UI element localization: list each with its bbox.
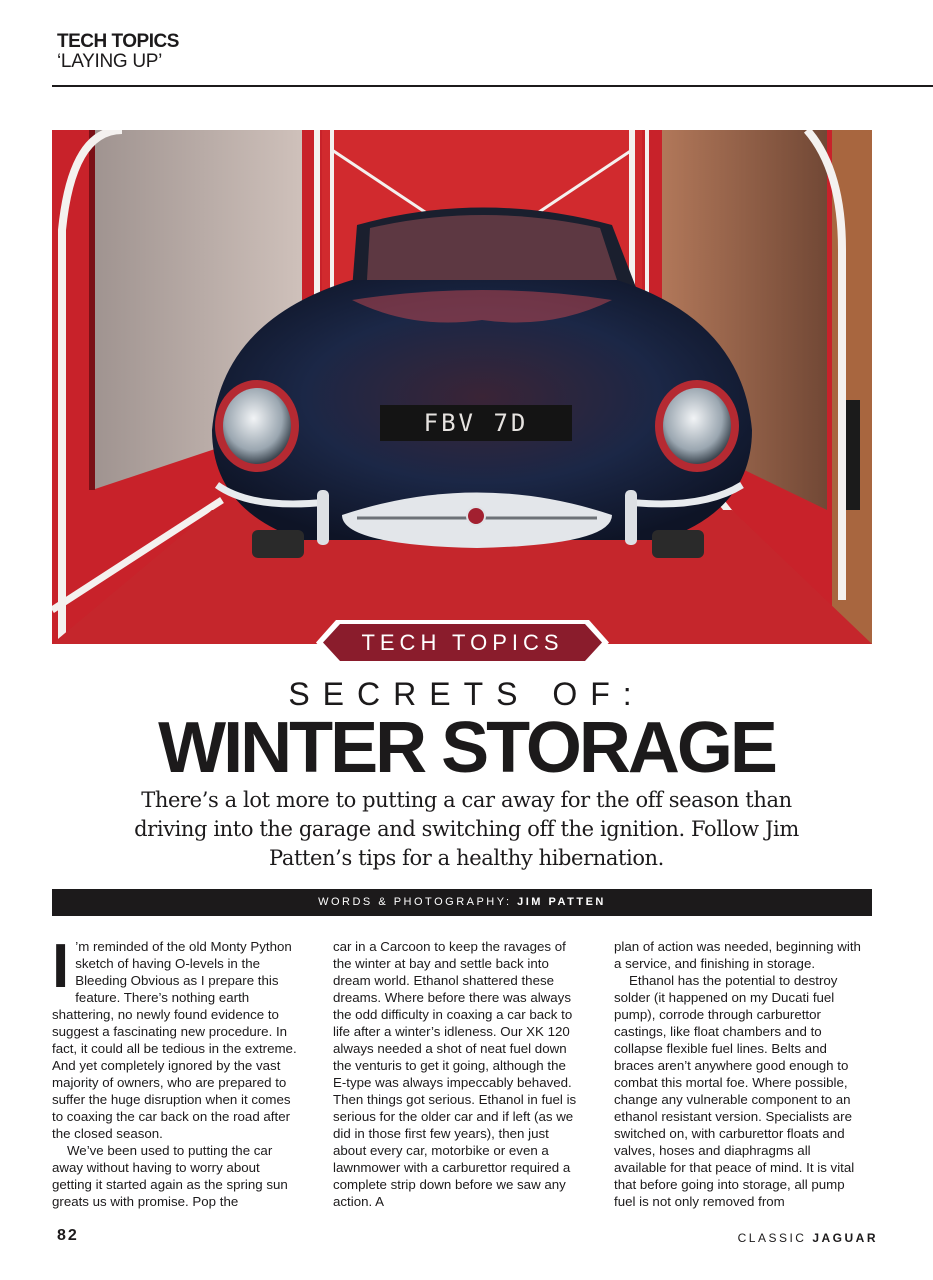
body-column-1 [52, 932, 300, 1210]
paragraph: car in a Carcoon to keep the ravages of the winter at bay and settle back into dream world. Ethanol shattered these dreams. Where before there was always the odd difficulty in coaxing a car back to life after a winter’s idleness. Our XK 120 always needed a shot of neat fuel down the venturis to get it going, although the E-type was always impeccably behaved. Then things got serious. Ethanol in fuel is serious for the older car and if left (as we did in those first few years), then just about every car, motorbike or even a lawnmower with a carburettor required a complete strip down before we saw any action. A [333, 939, 577, 1209]
section-subtitle: ‘LAYING UP’ [57, 51, 163, 72]
paragraph: Ethanol has the potential to destroy solder (it happened on my Ducati fuel pump), corrode through carburettor castings, like float chambers and to collapse flexible fuel lines. Belts and braces aren’t anywhere good enough to combat this mortal foe. Where possible, change any vulnerable component to an ethanol resistant version. Specialists are switched on, with carburettor floats and valves, hoses and diaphragms all available for that peace of mind. It is vital that before going into storage, all pump fuel is not only removed from [614, 973, 855, 1209]
section-title: TECH TOPICS [57, 31, 179, 52]
headline: WINTER STORAGE [158, 708, 775, 788]
license-plate: FBV 7D [423, 409, 529, 437]
paragraph-text: ’m reminded of the old Monty Python sketch of having O-levels in the Bleeding Obvious as I prepare this feature. There’s nothing earth shattering, no newly found evidence to suggest a fascinating new procedure. In fact, it could all be tedious in the extreme. And yet completely ignored by the vast majority of owners, who are prepared to suffer the huge disruption when it comes to coaxing the car back on the road after the closed season. [52, 939, 297, 1141]
header-rule [52, 85, 933, 87]
magazine-name [738, 1231, 878, 1245]
headline-kicker: SECRETS OF: [288, 676, 645, 712]
magazine-name-light: CLASSIC [737, 1231, 807, 1245]
page-number: 82 [57, 1227, 79, 1244]
paragraph: plan of action was needed, beginning with a service, and finishing in storage. [614, 939, 861, 971]
byline-label: WORDS & PHOTOGRAPHY: [318, 896, 512, 908]
body-column-2 [333, 938, 581, 1210]
tech-topics-badge [316, 620, 609, 665]
badge-label: TECH TOPICS [361, 630, 564, 655]
section-header [57, 32, 179, 72]
byline-bar [52, 889, 872, 916]
body-column-3 [614, 938, 862, 1210]
hero-photo [52, 130, 872, 644]
magazine-name-bold: JAGUAR [812, 1231, 878, 1245]
car-in-carcoon-image [52, 130, 872, 644]
paragraph: We’ve been used to putting the car away without having to worry about getting it started again as the spring sun greats us with promise. Pop the [52, 1143, 288, 1209]
byline-name: JIM PATTEN [517, 896, 606, 908]
drop-cap: I [52, 932, 70, 1001]
standfirst: There’s a lot more to putting a car away for the off season than driving into the garage and switching off the ignition. Follow Jim Patten’s tips for a healthy hibernation. [134, 788, 799, 870]
paragraph [52, 932, 300, 1142]
